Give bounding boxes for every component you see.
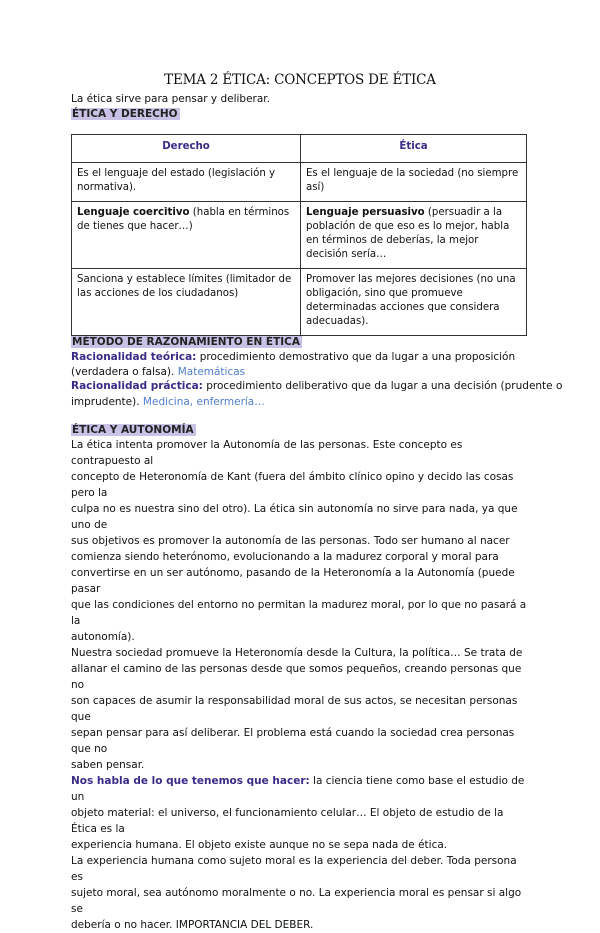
table-cell: [301, 202, 527, 269]
cell-text: (habla en términos de tienes que hacer…): [77, 207, 290, 232]
text-line: saben pensar.: [71, 759, 145, 771]
table-cell: Es el lenguaje del estado (legislación y normativa).: [72, 163, 301, 202]
text-run: la ciencia tiene como base el estudio de un: [71, 775, 525, 803]
table-row: [72, 202, 527, 269]
text-line: [71, 773, 531, 805]
section-heading-autonomia: [71, 422, 196, 438]
term-racionalidad-teorica: Racionalidad teórica:: [71, 351, 197, 363]
text-line: son capaces de asumir la responsabilidad moral de sus actos, se necesitan personas que: [71, 695, 518, 723]
table-cell: Promover las mejores decisiones (no una obligación, sino que promueve determinadas acciones que considera adecuadas).: [301, 269, 527, 336]
comparison-table: [71, 134, 527, 336]
practical-line-1: [71, 378, 562, 394]
text-line: culpa no es nuestra sino del otro). La ética sin autonomía no sirve para nada, ya que uno de: [71, 503, 518, 531]
text-line: experiencia humana. El objeto existe aunque no se sepa nada de ética.: [71, 839, 448, 851]
table-row: [72, 269, 527, 336]
definition-text: (verdadera o falsa).: [71, 366, 178, 378]
definition-text: procedimiento demostrativo que da lugar a una proposición: [196, 351, 516, 363]
text-line: concepto de Heteronomía de Kant (fuera del ámbito clínico opino y decido las cosas pero la: [71, 471, 514, 499]
page-title: TEMA 2 ÉTICA: CONCEPTOS DE ÉTICA: [164, 72, 436, 88]
section-heading-etica-derecho: [71, 106, 180, 122]
section-heading-label: ÉTICA Y AUTONOMÍA: [72, 424, 194, 436]
text-line: allanar el camino de las personas desde que somos pequeños, creando personas que no: [71, 663, 522, 691]
table-cell: Es el lenguaje de la sociedad (no siempre así): [301, 163, 527, 202]
section-heading-label: ÉTICA Y DERECHO: [72, 108, 178, 120]
text-line: debería o no hacer. IMPORTANCIA DEL DEBER.: [71, 919, 314, 931]
term-nos-habla: Nos habla de lo que tenemos que hacer:: [71, 775, 310, 787]
intro-text: La ética sirve para pensar y deliberar.: [71, 93, 270, 105]
cell-text: (persuadir a la población de que eso es lo mejor, habla en términos de deberías, la mejor decisión sería…: [306, 207, 510, 260]
term-persuasivo: Lenguaje persuasivo: [306, 207, 425, 218]
paragraph-autonomia: [71, 437, 531, 933]
text-line: autonomía).: [71, 631, 135, 643]
definition-text: imprudente).: [71, 396, 143, 408]
table-row: [72, 163, 527, 202]
text-line: sepan pensar para así deliberar. El problema está cuando la sociedad crea personas que no: [71, 727, 515, 755]
table-cell: Sanciona y establece límites (limitador de las acciones de los ciudadanos): [72, 269, 301, 336]
definition-text: procedimiento deliberativo que da lugar a una decisión (prudente o: [202, 380, 563, 392]
text-line: comienza siendo heterónomo, evolucionando a la madurez corporal y moral para: [71, 551, 499, 563]
table-cell: [72, 202, 301, 269]
section-heading-metodo: [71, 334, 302, 350]
text-line: La experiencia humana como sujeto moral es la experiencia del deber. Toda persona es: [71, 855, 517, 883]
table-header-row: [72, 135, 527, 163]
text-line: La ética intenta promover la Autonomía de las personas. Este concepto es contrapuesto al: [71, 439, 463, 467]
term-coercitivo: Lenguaje coercitivo: [77, 207, 190, 218]
theoretical-line-1: [71, 349, 515, 365]
term-racionalidad-practica: Racionalidad práctica:: [71, 380, 203, 392]
table-header-etica: Ética: [301, 135, 527, 163]
table-header-derecho: Derecho: [72, 135, 301, 163]
text-line: objeto material: el universo, el funcionamiento celular… El objeto de estudio de la Ética es la: [71, 807, 504, 835]
practical-line-2: [71, 394, 265, 410]
text-line: convertirse en un ser autónomo, pasando de la Heteronomía a la Autonomía (puede pasar: [71, 567, 515, 595]
text-line: sujeto moral, sea autónomo moralmente o no. La experiencia moral es pensar si algo se: [71, 887, 522, 915]
text-line: sus objetivos es promover la autonomía de las personas. Todo ser humano al nacer: [71, 535, 510, 547]
text-line: que las condiciones del entorno no permitan la madurez moral, por lo que no pasará a la: [71, 599, 527, 627]
example-medicina: Medicina, enfermería…: [142, 396, 265, 408]
text-line: Nuestra sociedad promueve la Heteronomía desde la Cultura, la política… Se trata de: [71, 647, 523, 659]
example-matematicas: Matemáticas: [177, 366, 246, 378]
section-heading-label: MÉTODO DE RAZONAMIENTO EN ÉTICA: [72, 336, 300, 348]
